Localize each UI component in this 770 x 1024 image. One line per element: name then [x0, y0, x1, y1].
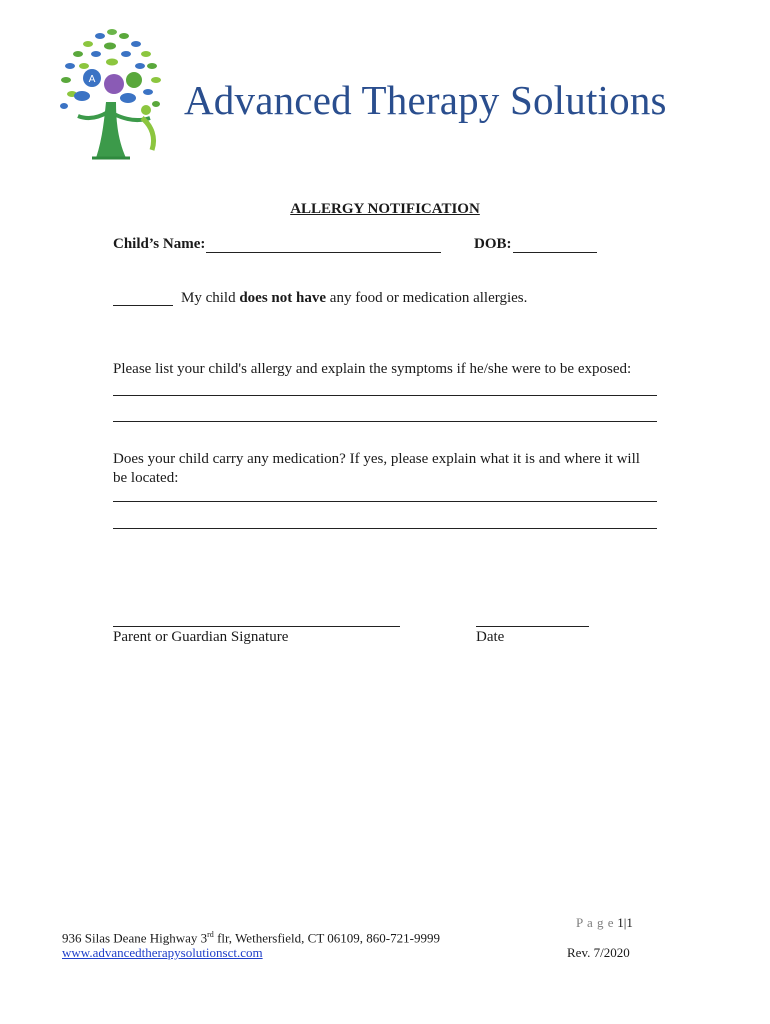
- page-total: 1: [626, 915, 633, 930]
- brand-name: Advanced Therapy Solutions: [184, 77, 667, 123]
- no-allergy-statement: [181, 290, 527, 307]
- childs-name-field[interactable]: [206, 252, 441, 253]
- address-superscript: rd: [207, 930, 214, 939]
- childs-name-label: Child’s Name:: [113, 236, 206, 252]
- revision-date: Rev. 7/2020: [567, 945, 630, 960]
- no-allergy-checkline[interactable]: [113, 305, 173, 306]
- svg-text:A: A: [88, 74, 96, 85]
- allergy-answer-line-1[interactable]: [113, 395, 657, 396]
- address-part-2: flr, Wethersfield, CT 06109, 860-721-9999: [213, 930, 440, 946]
- page-separator: |: [623, 915, 627, 930]
- no-allergy-suffix: any food or medication allergies.: [329, 290, 528, 306]
- page-current: 1: [617, 915, 624, 930]
- tree-emblems: [74, 69, 142, 103]
- form-title: ALLERGY NOTIFICATION: [290, 201, 480, 217]
- dob-label: DOB:: [474, 236, 512, 252]
- page-word: P a g e: [576, 915, 615, 930]
- signature-label: Parent or Guardian Signature: [113, 629, 289, 645]
- tree-logo-icon: [52, 22, 172, 164]
- address-part-1: 936 Silas Deane Highway 3: [62, 930, 208, 946]
- medication-answer-line-2[interactable]: [113, 528, 657, 529]
- allergy-question: Please list your child's allergy and explain the symptoms if he/she were to be exposed:: [113, 361, 632, 377]
- signature-field[interactable]: [113, 626, 400, 627]
- website-link[interactable]: www.advancedtherapysolutionsct.com: [62, 945, 263, 960]
- date-label: Date: [476, 629, 505, 645]
- medication-answer-line-1[interactable]: [113, 501, 657, 502]
- address: [62, 930, 440, 946]
- date-field[interactable]: [476, 626, 589, 627]
- dob-field[interactable]: [513, 252, 597, 253]
- allergy-answer-line-2[interactable]: [113, 421, 657, 422]
- no-allergy-bold: does not have: [239, 290, 327, 306]
- page-number: [576, 915, 633, 931]
- tree-trunk: [78, 102, 154, 158]
- no-allergy-prefix: My child: [181, 290, 236, 306]
- medication-question-line-2: be located:: [113, 470, 179, 486]
- medication-question-line-1: Does your child carry any medication? If yes, please explain what it is and where it will: [113, 451, 640, 467]
